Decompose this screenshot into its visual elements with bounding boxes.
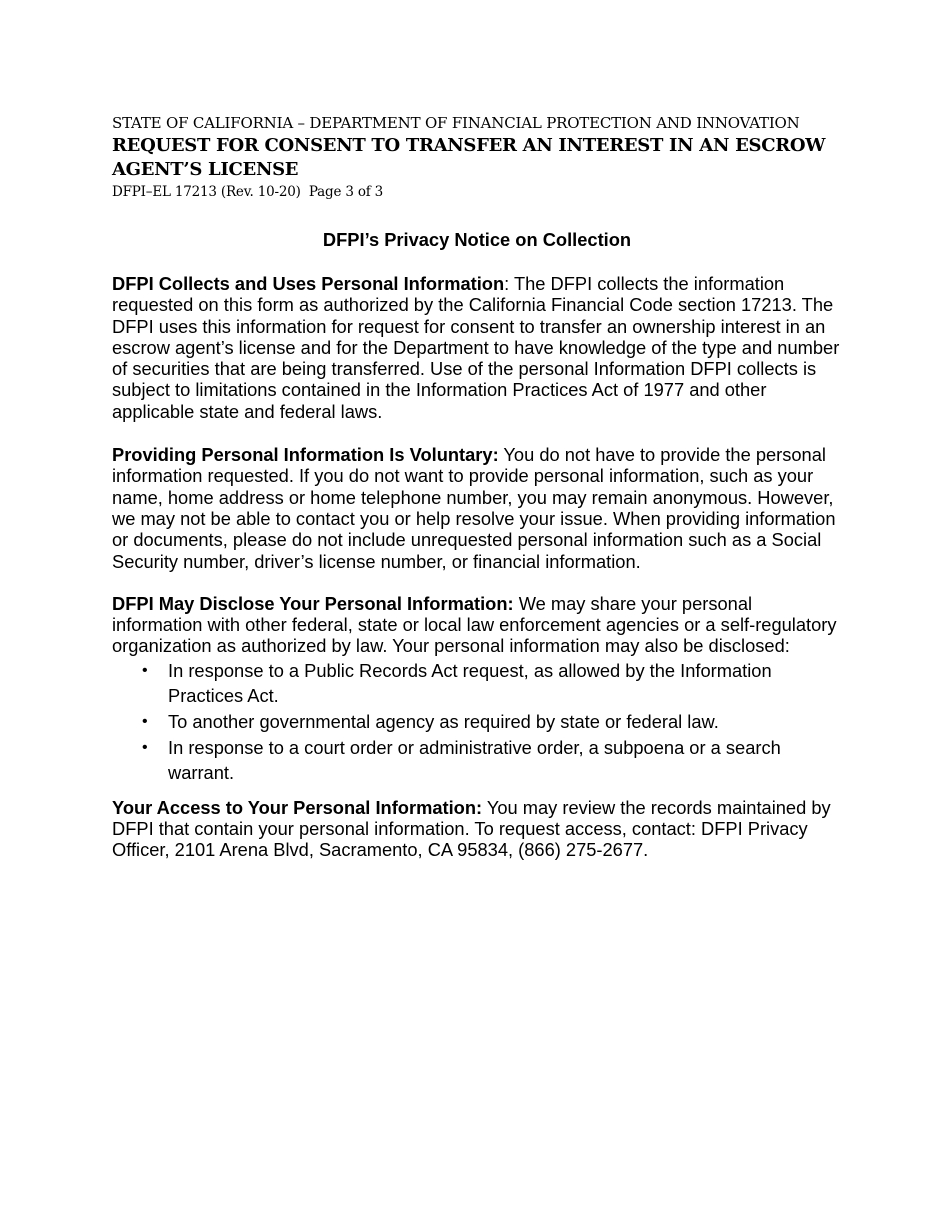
voluntary-lead: Providing Personal Information Is Voluntary: [112,444,499,466]
disclosure-list [112,658,842,785]
access-paragraph [112,797,842,861]
list-item [112,658,842,708]
privacy-notice-heading: DFPI’s Privacy Notice on Collection [322,229,632,250]
collects-paragraph [112,273,842,422]
disclose-lead: DFPI May Disclose Your Personal Information: [112,592,514,614]
collects-lead: DFPI Collects and Uses Personal Information [112,273,505,294]
disclose-paragraph [112,593,842,657]
access-body: You may review the records maintained by DFPI that contain your personal information. To request access, contact: DFPI Privacy Officer, 2101 Arena Blvd, Sacramento, CA 95834, (866) 275-2677. [112,796,831,861]
voluntary-paragraph [112,444,842,572]
list-item-text: In response to a Public Records Act request, as allowed by the Information Practices Act. [168,659,772,706]
voluntary-body: You do not have to provide the personal information requested. If you do not want to provide personal information, such as your name, home address or home telephone number, you may remain anonymous. However, we may not be able to contact you or help resolve your issue. When providing information or documents, please do not include unrequested personal information such as a Social Security number, driver’s license number, or financial information. [112,444,836,572]
department-header: STATE OF CALIFORNIA – DEPARTMENT OF FINANCIAL PROTECTION AND INNOVATION [112,114,800,132]
list-item [112,735,842,785]
list-item-text: To another governmental agency as required by state or federal law. [168,710,719,732]
bullet-icon: • [142,661,148,679]
list-item [112,709,842,734]
bullet-icon: • [142,738,148,756]
form-title: REQUEST FOR CONSENT TO TRANSFER AN INTEREST IN AN ESCROW AGENT’S LICENSE [112,135,826,180]
collects-body: : The DFPI collects the information requested on this form as authorized by the California Financial Code section 17213. The DFPI uses this information for request for consent to transfer an ownership interest in an escrow agent’s license and for the Department to have knowledge of the type and number of securities that are being transferred. Use of the personal Information DFPI collects is subject to limitations contained in the Information Practices Act of 1977 and other applicable state and federal laws. [112,273,840,422]
document-page [112,112,842,861]
bullet-icon: • [142,712,148,730]
form-id: DFPI–EL 17213 (Rev. 10-20) Page 3 of 3 [112,184,384,200]
access-lead: Your Access to Your Personal Information: [112,796,483,818]
list-item-text: In response to a court order or administrative order, a subpoena or a search warrant. [168,736,781,783]
disclose-body: We may share your personal information with other federal, state or local law enforcement agencies or a self-regulatory organization as authorized by law. Your personal information may also be disclosed: [112,592,837,657]
